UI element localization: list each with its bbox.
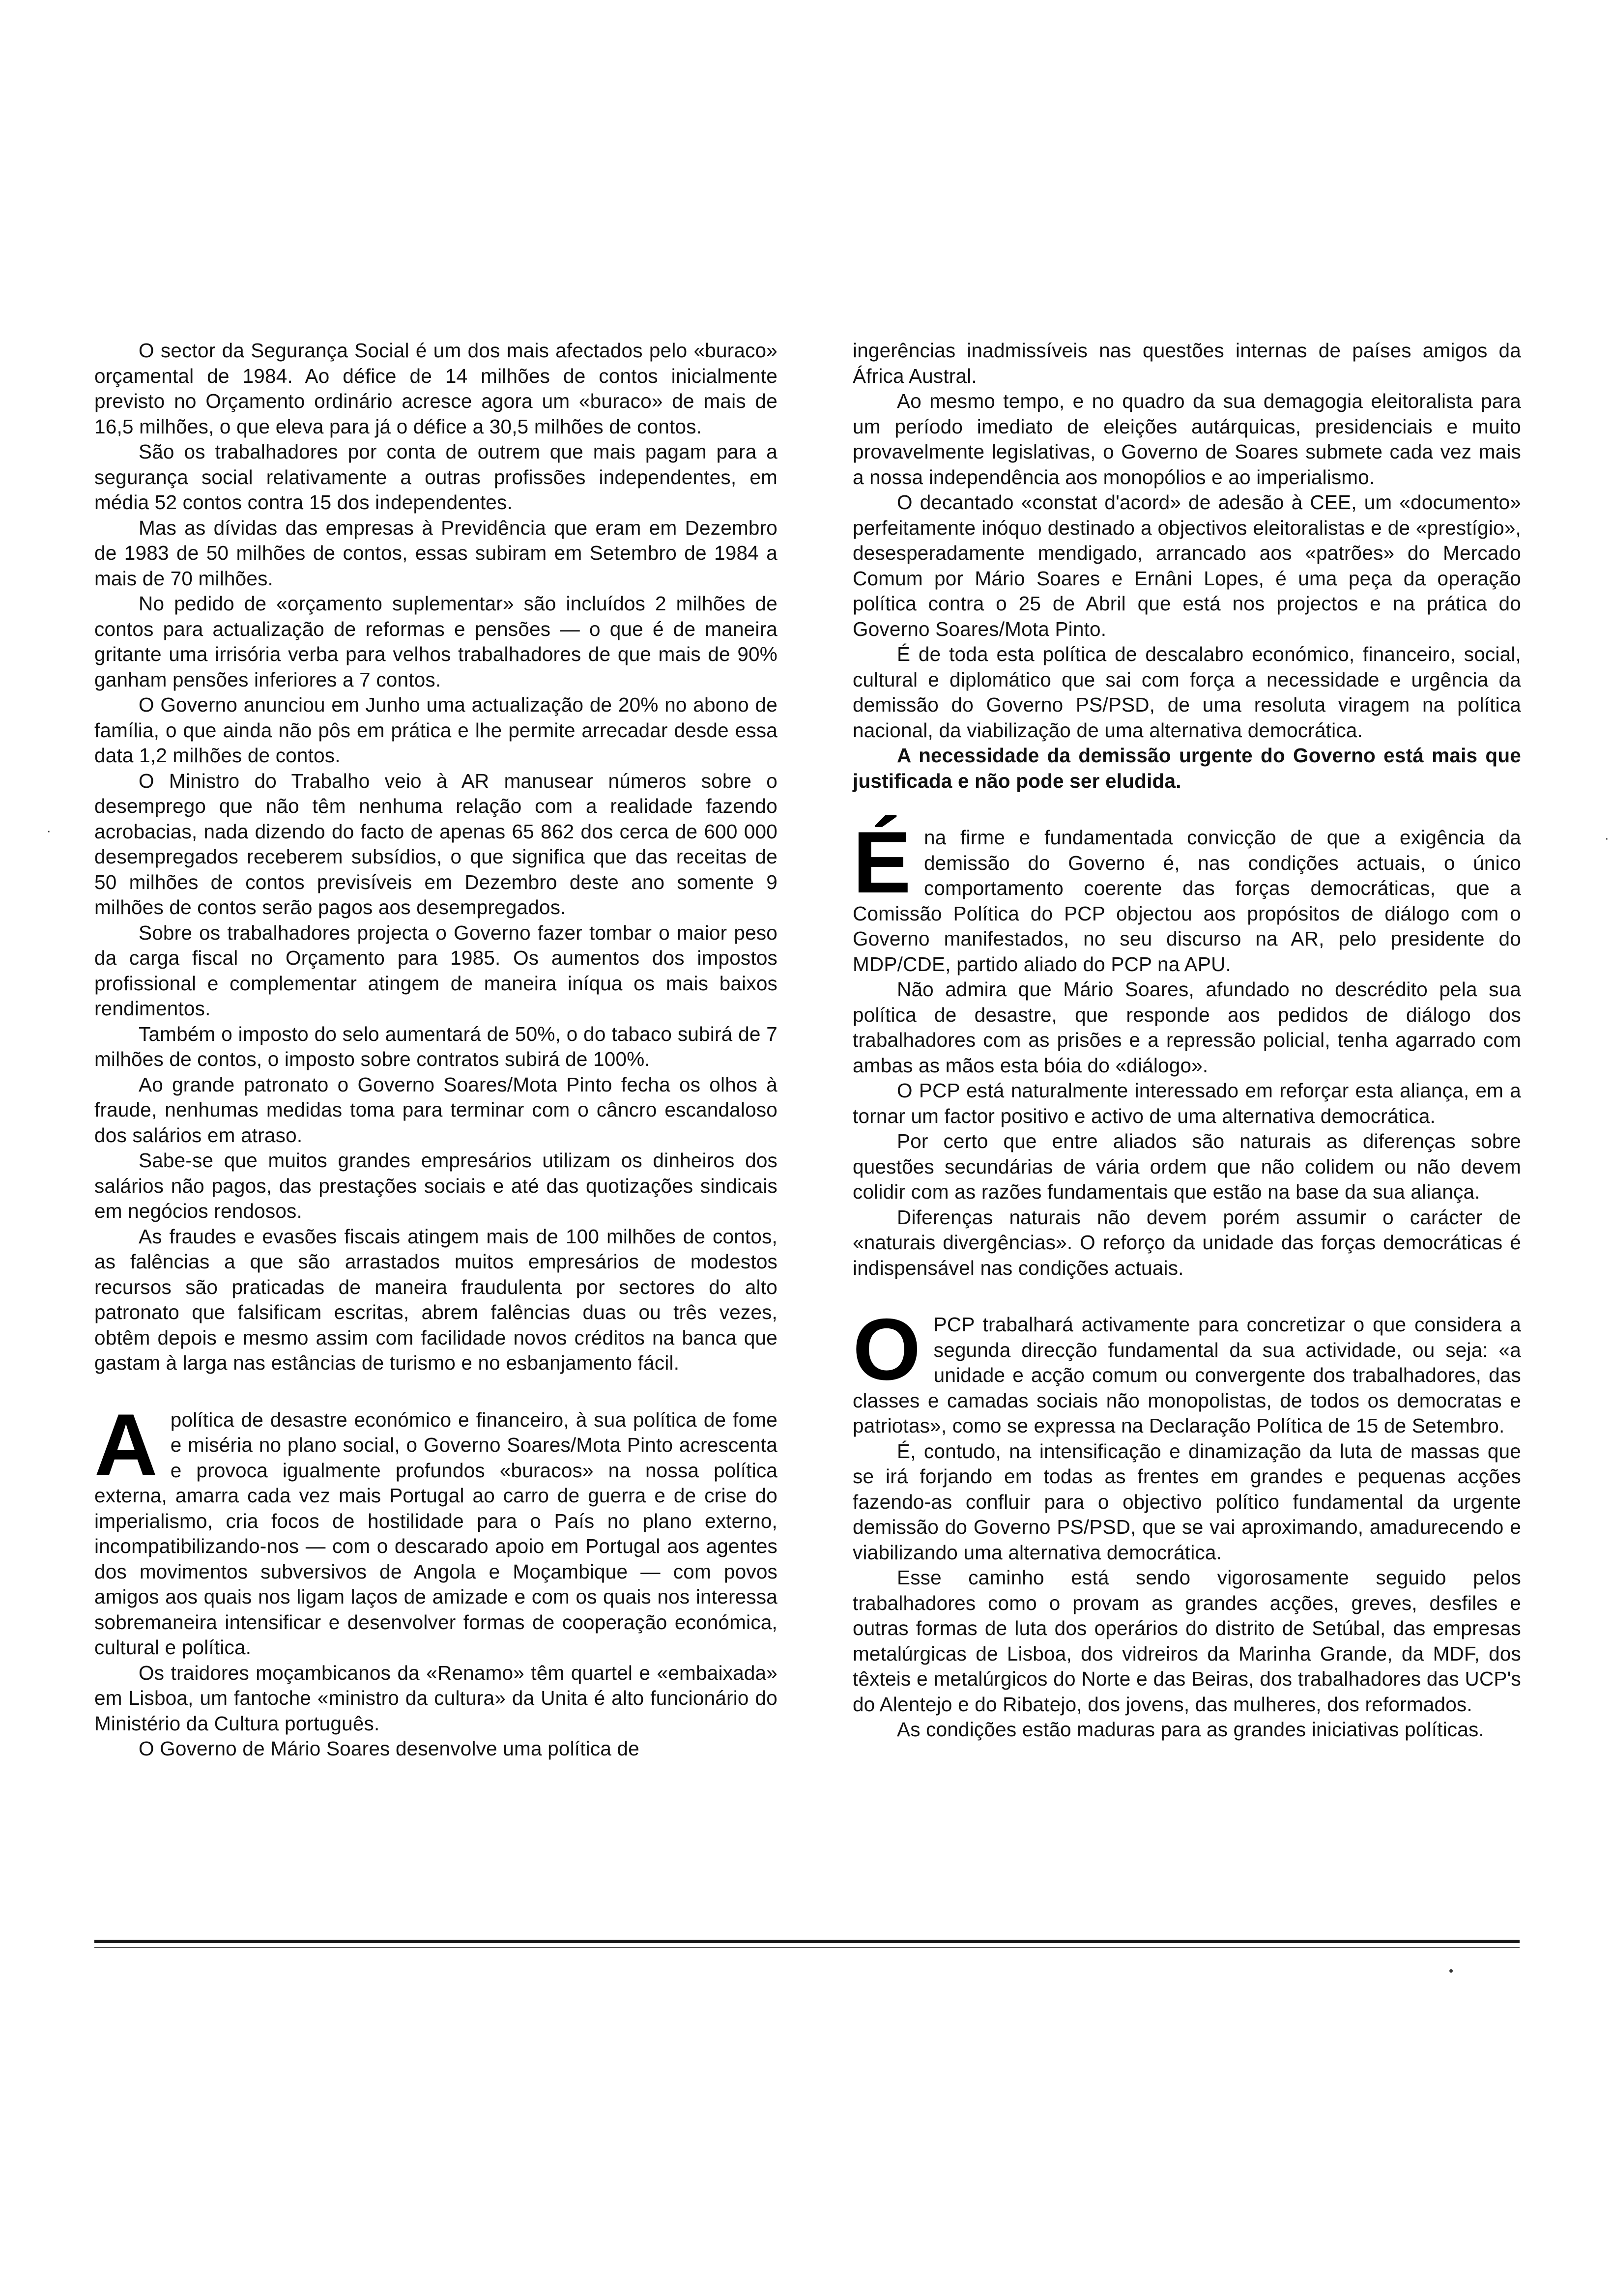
paragraph: As fraudes e evasões fiscais atingem mais de 100 milhões de contos, as falências a que são arrastados muitos empresários de modestos recursos são praticadas de maneira fraudulenta por sectores do alto patronato que falsificam escritas, abrem falências duas ou três vezes, obtêm depois e mesmo assim com facilidade novos créditos na banca que gastam à larga nas estâncias de turismo e no esbanjamento fácil. bbox=[94, 1225, 777, 1374]
paragraph: É de toda esta política de descalabro económico, financeiro, social, cultural e diplomático que sai com força a necessidade e urgência da demissão do Governo PS/PSD, de uma resoluta viragem na política nacional, da viabilização de uma alternativa democrática. bbox=[853, 643, 1521, 742]
paragraph: Também o imposto do selo aumentará de 50%, o do tabaco subirá de 7 milhões de contos, o imposto sobre contratos subirá de 100%. bbox=[94, 1022, 777, 1070]
section-foreign-policy bbox=[94, 1395, 777, 1762]
drop-cap: É bbox=[853, 813, 911, 911]
paragraph: Ao grande patronato o Governo Soares/Mota Pinto fecha os olhos à fraude, nenhumas medidas toma para terminar com o câncro escandaloso dos salários em atraso. bbox=[94, 1073, 777, 1147]
paragraph: Esse caminho está sendo vigorosamente seguido pelos trabalhadores como o provam as grandes acções, greves, desfiles e outras formas de luta dos operários do distrito de Setúbal, das empresas metalúrgicas de Lisboa, dos vidreiros da Marinha Grande, da MDF, dos têxteis e metalúrgicos do Norte e das Beiras, dos trabalhadores das UCP's do Alentejo e do Ribatejo, dos jovens, das mulheres, dos reformados. bbox=[853, 1566, 1521, 1716]
paragraph: No pedido de «orçamento suplementar» são incluídos 2 milhões de contos para actualização de reformas e pensões — o que é de maneira gritante uma irrisória verba para velhos trabalhadores de que mais de 90% ganham pensões inferiores a 7 contos. bbox=[94, 592, 777, 691]
paragraph: As condições estão maduras para as grandes iniciativas políticas. bbox=[897, 1718, 1484, 1741]
drop-cap: O bbox=[853, 1300, 921, 1398]
paragraph: Não admira que Mário Soares, afundado no descrédito pela sua política de desastre, que responde aos pedidos de diálogo dos trabalhadores com as prisões e a repressão policial, tenha agarrado com ambas as mãos esta bóia do «diálogo». bbox=[853, 978, 1521, 1077]
section-demission bbox=[853, 813, 1521, 1281]
paragraph: na firme e fundamentada convicção de que a exigência da demissão do Governo é, nas condições actuais, o único comportamento coerente das forças democráticas, que a Comissão Política do PCP objectou aos propósitos de diálogo com o Governo manifestados, no seu discurso na AR, pelo presidente do MDP/CDE, partido aliado do PCP na APU. bbox=[853, 826, 1521, 976]
paragraph: É, contudo, na intensificação e dinamização da luta de massas que se irá forjando em todas as frentes em grandes e pequenas acções fazendo-as confluir para o objectivo político fundamental da urgente demissão do Governo PS/PSD, que se vai aproximando, amadurecendo e viabilizando uma alternativa democrática. bbox=[853, 1439, 1521, 1564]
paragraph: O Ministro do Trabalho veio à AR manusear números sobre o desemprego que não têm nenhuma relação com a realidade fazendo acrobacias, nada dizendo do facto de apenas 65 862 dos cerca de 600 000 desempregados receberem subsídios, o que significa que das receitas de 50 milhões de contos previsíveis em Dezembro deste ano somente 9 milhões de contos serão pagos aos desempregados. bbox=[94, 769, 777, 918]
paragraph: ingerências inadmissíveis nas questões internas de países amigos da África Austral. bbox=[853, 339, 1521, 387]
paragraph: Sabe-se que muitos grandes empresários utilizam os dinheiros dos salários não pagos, das prestações sociais e até das quotizações sindicais em negócios rendosos. bbox=[94, 1149, 777, 1222]
scan-speck: • bbox=[1449, 1963, 1454, 1978]
paragraph: A necessidade da demissão urgente do Governo está mais que justificada e não pode ser eludida. bbox=[853, 744, 1521, 792]
paragraph: Por certo que entre aliados são naturais as diferenças sobre questões secundárias de vária ordem que não colidem ou não devem colidir com as razões fundamentais que estão na base da sua aliança. bbox=[853, 1130, 1521, 1203]
paragraph: O Governo anunciou em Junho uma actualização de 20% no abono de família, o que ainda não pôs em prática e lhe permite arrecadar desde essa data 1,2 milhões de contos. bbox=[94, 693, 777, 767]
paragraph: Sobre os trabalhadores projecta o Governo fazer tombar o maior peso da carga fiscal no Orçamento para 1985. Os aumentos dos impostos profissional e complementar atingem de maneira iníqua os mais baixos rendimentos. bbox=[94, 921, 777, 1020]
bottom-rule-thin bbox=[94, 1947, 1520, 1948]
bottom-rule bbox=[94, 1940, 1520, 1943]
paragraph: PCP trabalhará activamente para concretizar o que considera a segunda direcção fundamental da sua actividade, ou seja: «a unidade e acção comum ou convergente dos trabalhadores, das classes e camadas sociais não monopolistas, de todos os democratas e patriotas», como se expressa na Declaração Política de 15 de Setembro. bbox=[853, 1313, 1521, 1437]
paragraph: O sector da Segurança Social é um dos mais afectados pelo «buraco» orçamental de 1984. Ao défice de 14 milhões de contos inicialmente previsto no Orçamento ordinário acresce agora um «buraco» de mais de 16,5 milhões, o que eleva para já o défice a 30,5 milhões de contos. bbox=[94, 339, 777, 438]
paragraph: Os traidores moçambicanos da «Renamo» têm quartel e «embaixada» em Lisboa, um fantoche «ministro da cultura» da Unita é alto funcionário do Ministério da Cultura português. bbox=[94, 1661, 777, 1735]
paragraph: política de desastre económico e financeiro, à sua política de fome e miséria no plano social, o Governo Soares/Mota Pinto acrescenta e provoca igualmente profundos «buracos» na nossa política externa, amarra cada vez mais Portugal ao carro de guerra e de crise do imperialismo, cria focos de hostilidade para o País no plano externo, incompatibilizando-nos — com o descarado apoio em Portugal aos agentes dos movimentos subversivos de Angola e Moçambique — com povos amigos aos quais nos ligam laços de amizade e com os quais nos interessa sobremaneira intensificar e desenvolver formas de cooperação económica, cultural e política. bbox=[94, 1408, 777, 1659]
paragraph: O decantado «constat d'acord» de adesão à CEE, um «documento» perfeitamente inóquo destinado a objectivos eleitoralistas e de «prestígio», desesperadamente mendigado, arrancado aos «patrões» do Mercado Comum por Mário Soares e Ernâni Lopes, é uma peça da operação política contra o 25 de Abril que está nos projectos e na prática do Governo Soares/Mota Pinto. bbox=[853, 491, 1521, 640]
paragraph: O Governo de Mário Soares desenvolve uma política de bbox=[139, 1737, 639, 1760]
paragraph: São os trabalhadores por conta de outrem que mais pagam para a segurança social relativamente a outras profissões independentes, em média 52 contos contra 15 dos independentes. bbox=[94, 440, 777, 514]
section-unity bbox=[853, 1300, 1521, 1743]
paragraph: Ao mesmo tempo, e no quadro da sua demagogia eleitoralista para um período imediato de eleições autárquicas, presidenciais e muito provavelmente legislativas, o Governo de Soares submete cada vez mais a nossa independência aos monopólios e ao imperialismo. bbox=[853, 390, 1521, 488]
drop-cap: A bbox=[94, 1395, 158, 1493]
scan-speck: · bbox=[47, 823, 51, 838]
left-column bbox=[94, 338, 777, 1762]
right-column bbox=[853, 338, 1521, 1743]
scan-speck: · bbox=[1605, 831, 1609, 845]
paragraph: O PCP está naturalmente interessado em reforçar esta aliança, em a tornar um factor positivo e activo de uma alternativa democrática. bbox=[853, 1079, 1521, 1127]
paragraph: Mas as dívidas das empresas à Previdência que eram em Dezembro de 1983 de 50 milhões de contos, essas subiram em Setembro de 1984 a mais de 70 milhões. bbox=[94, 516, 777, 590]
paragraph: Diferenças naturais não devem porém assumir o carácter de «naturais divergências». O reforço da unidade das forças democráticas é indispensável nas condições actuais. bbox=[853, 1205, 1521, 1279]
